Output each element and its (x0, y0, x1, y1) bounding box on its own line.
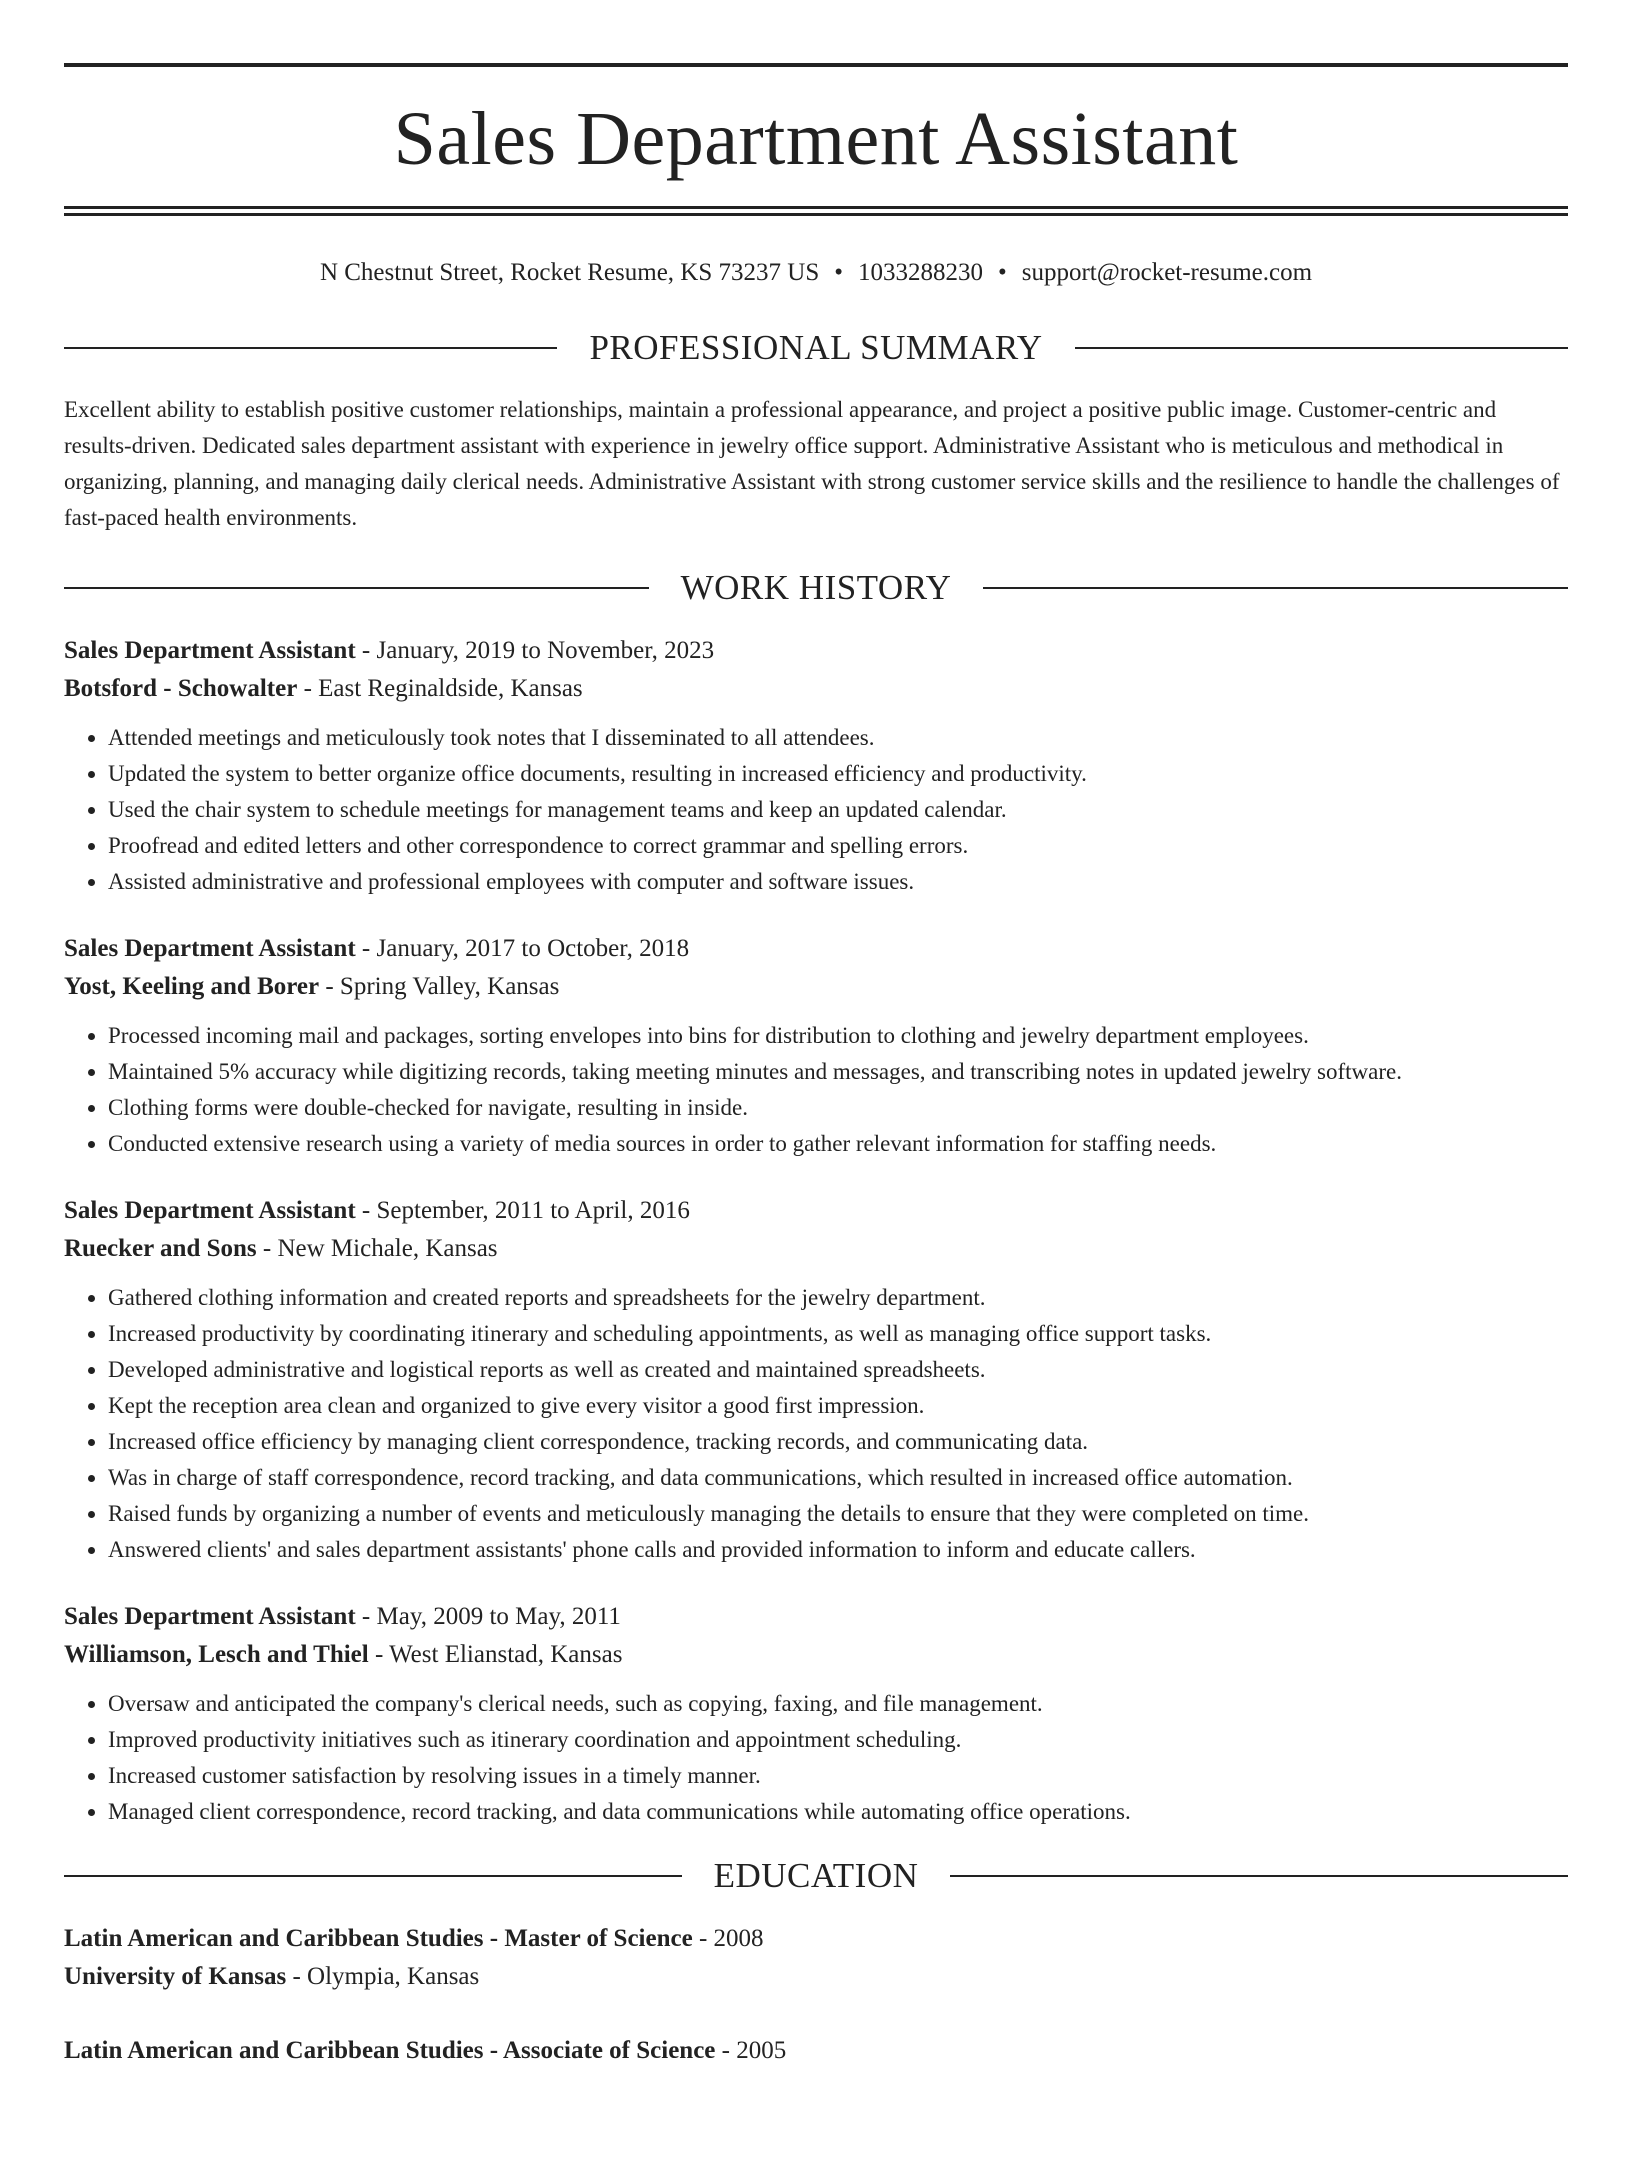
job-location: - East Reginaldside, Kansas (297, 675, 583, 702)
job-bullet-item: • Processed incoming mail and packages, sorting envelopes into bins for distribution to clothing and jewelry department employees. (108, 1018, 1568, 1054)
job-title-line (64, 1192, 1568, 1230)
education-heading-label: EDUCATION (713, 1856, 919, 1895)
summary-heading-label: PROFESSIONAL SUMMARY (589, 328, 1043, 367)
job-company-line (64, 1230, 1568, 1268)
education-degree: Latin American and Caribbean Studies - Associate of Science (64, 2037, 716, 2064)
education-entry (64, 1920, 1568, 1996)
job-company-line (64, 968, 1568, 1006)
job-bullet-item: • Raised funds by organizing a number of events and meticulously managing the details to ensure that they were completed on time. (108, 1496, 1568, 1532)
contact-line (64, 256, 1568, 290)
job-entry (64, 1192, 1568, 1568)
heading-rule-right (950, 1875, 1568, 1877)
job-location: - Spring Valley, Kansas (319, 973, 560, 1000)
title-double-rule (64, 206, 1568, 216)
education-year: - 2008 (692, 1925, 764, 1952)
heading-rule-left (64, 587, 649, 589)
job-bullet-item: • Clothing forms were double-checked for navigate, resulting in inside. (108, 1090, 1568, 1126)
contact-phone: 1033288230 (857, 259, 983, 286)
contact-email: support@rocket-resume.com (1021, 259, 1313, 286)
job-bullets (64, 720, 1568, 900)
job-bullet-item: • Used the chair system to schedule meetings for management teams and keep an updated calendar. (108, 792, 1568, 828)
work-heading-label: WORK HISTORY (680, 568, 952, 607)
education-entry (64, 2032, 1568, 2070)
job-bullets (64, 1280, 1568, 1568)
heading-rule-left (64, 347, 557, 349)
resume-title: Sales Department Assistant (393, 97, 1239, 181)
job-bullet-item: • Increased customer satisfaction by resolving issues in a timely manner. (108, 1758, 1568, 1794)
job-bullet-item: • Increased productivity by coordinating itinerary and scheduling appointments, as well as managing office support tasks. (108, 1316, 1568, 1352)
education-school-line (64, 1958, 1568, 1996)
job-entry (64, 632, 1568, 900)
job-title: Sales Department Assistant (64, 637, 356, 664)
job-bullet-item: • Attended meetings and meticulously took notes that I disseminated to all attendees. (108, 720, 1568, 756)
job-title-line (64, 632, 1568, 670)
job-title-line (64, 930, 1568, 968)
education-degree-line (64, 2032, 1568, 2070)
education-section-heading (64, 1852, 1568, 1900)
work-section-heading (64, 564, 1568, 612)
job-company: Williamson, Lesch and Thiel (64, 1641, 369, 1668)
job-bullets (64, 1018, 1568, 1162)
job-dates: - September, 2011 to April, 2016 (355, 1197, 690, 1224)
resume-page (0, 63, 1632, 2175)
contact-address: N Chestnut Street, Rocket Resume, KS 73237 US (319, 259, 820, 286)
job-bullet-item: • Answered clients' and sales department assistants' phone calls and provided information to inform and educate callers. (108, 1532, 1568, 1568)
job-bullet-item: • Kept the reception area clean and organized to give every visitor a good first impression. (108, 1388, 1568, 1424)
education-location: - Olympia, Kansas (286, 1963, 480, 1990)
job-bullet-item: • Assisted administrative and professional employees with computer and software issues. (108, 864, 1568, 900)
heading-rule-right (1075, 347, 1568, 349)
job-bullet-item: • Oversaw and anticipated the company's clerical needs, such as copying, faxing, and file management. (108, 1686, 1568, 1722)
education-degree-line (64, 1920, 1568, 1958)
job-bullet-item: • Conducted extensive research using a variety of media sources in order to gather relevant information for staffing needs. (108, 1126, 1568, 1162)
contact-separator: • (997, 259, 1007, 286)
job-bullet-item: • Maintained 5% accuracy while digitizing records, taking meeting minutes and messages, and transcribing notes in updated jewelry software. (108, 1054, 1568, 1090)
job-entry (64, 1598, 1568, 1830)
job-company: Botsford - Schowalter (64, 675, 298, 702)
job-company: Yost, Keeling and Borer (64, 973, 320, 1000)
heading-rule-right (983, 587, 1568, 589)
job-location: - West Elianstad, Kansas (368, 1641, 623, 1668)
job-dates: - January, 2017 to October, 2018 (355, 935, 690, 962)
job-title: Sales Department Assistant (64, 1603, 356, 1630)
work-history-list (64, 632, 1568, 1830)
education-list (64, 1920, 1568, 2070)
job-bullet-item: • Gathered clothing information and created reports and spreadsheets for the jewelry department. (108, 1280, 1568, 1316)
job-company-line (64, 1636, 1568, 1674)
job-company: Ruecker and Sons (64, 1235, 257, 1262)
job-bullet-item: • Increased office efficiency by managing client correspondence, tracking records, and communicating data. (108, 1424, 1568, 1460)
job-location: - New Michale, Kansas (256, 1235, 498, 1262)
job-bullet-item: • Developed administrative and logistical reports as well as created and maintained spreadsheets. (108, 1352, 1568, 1388)
education-year: - 2005 (715, 2037, 787, 2064)
professional-summary: Excellent ability to establish positive customer relationships, maintain a professional appearance, and project a positive public image. Customer-centric and results-driven. Dedicated sales department assistant with experience in jewelry office support. Administrative Assistant who is meticulous and methodical in organizing, planning, and managing daily clerical needs. Administrative Assistant with strong customer service skills and the resilience to handle the challenges of fast-paced health environments. (64, 397, 1560, 530)
job-title: Sales Department Assistant (64, 1197, 356, 1224)
job-entry (64, 930, 1568, 1162)
job-company-line (64, 670, 1568, 708)
job-bullet-item: • Improved productivity initiatives such as itinerary coordination and appointment scheduling. (108, 1722, 1568, 1758)
heading-rule-left (64, 1875, 682, 1877)
job-bullet-item: • Updated the system to better organize office documents, resulting in increased efficiency and productivity. (108, 756, 1568, 792)
job-title-line (64, 1598, 1568, 1636)
job-dates: - January, 2019 to November, 2023 (355, 637, 715, 664)
summary-section-heading (64, 324, 1568, 372)
job-bullet-item: • Was in charge of staff correspondence, record tracking, and data communications, which resulted in increased office automation. (108, 1460, 1568, 1496)
job-bullet-item: • Managed client correspondence, record tracking, and data communications while automating office operations. (108, 1794, 1568, 1830)
job-dates: - May, 2009 to May, 2011 (355, 1603, 621, 1630)
job-bullet-item: • Proofread and edited letters and other correspondence to correct grammar and spelling errors. (108, 828, 1568, 864)
contact-separator: • (834, 259, 843, 286)
job-title: Sales Department Assistant (64, 935, 356, 962)
job-bullets (64, 1686, 1568, 1830)
education-school: University of Kansas (64, 1963, 287, 1990)
education-degree: Latin American and Caribbean Studies - Master of Science (64, 1925, 693, 1952)
